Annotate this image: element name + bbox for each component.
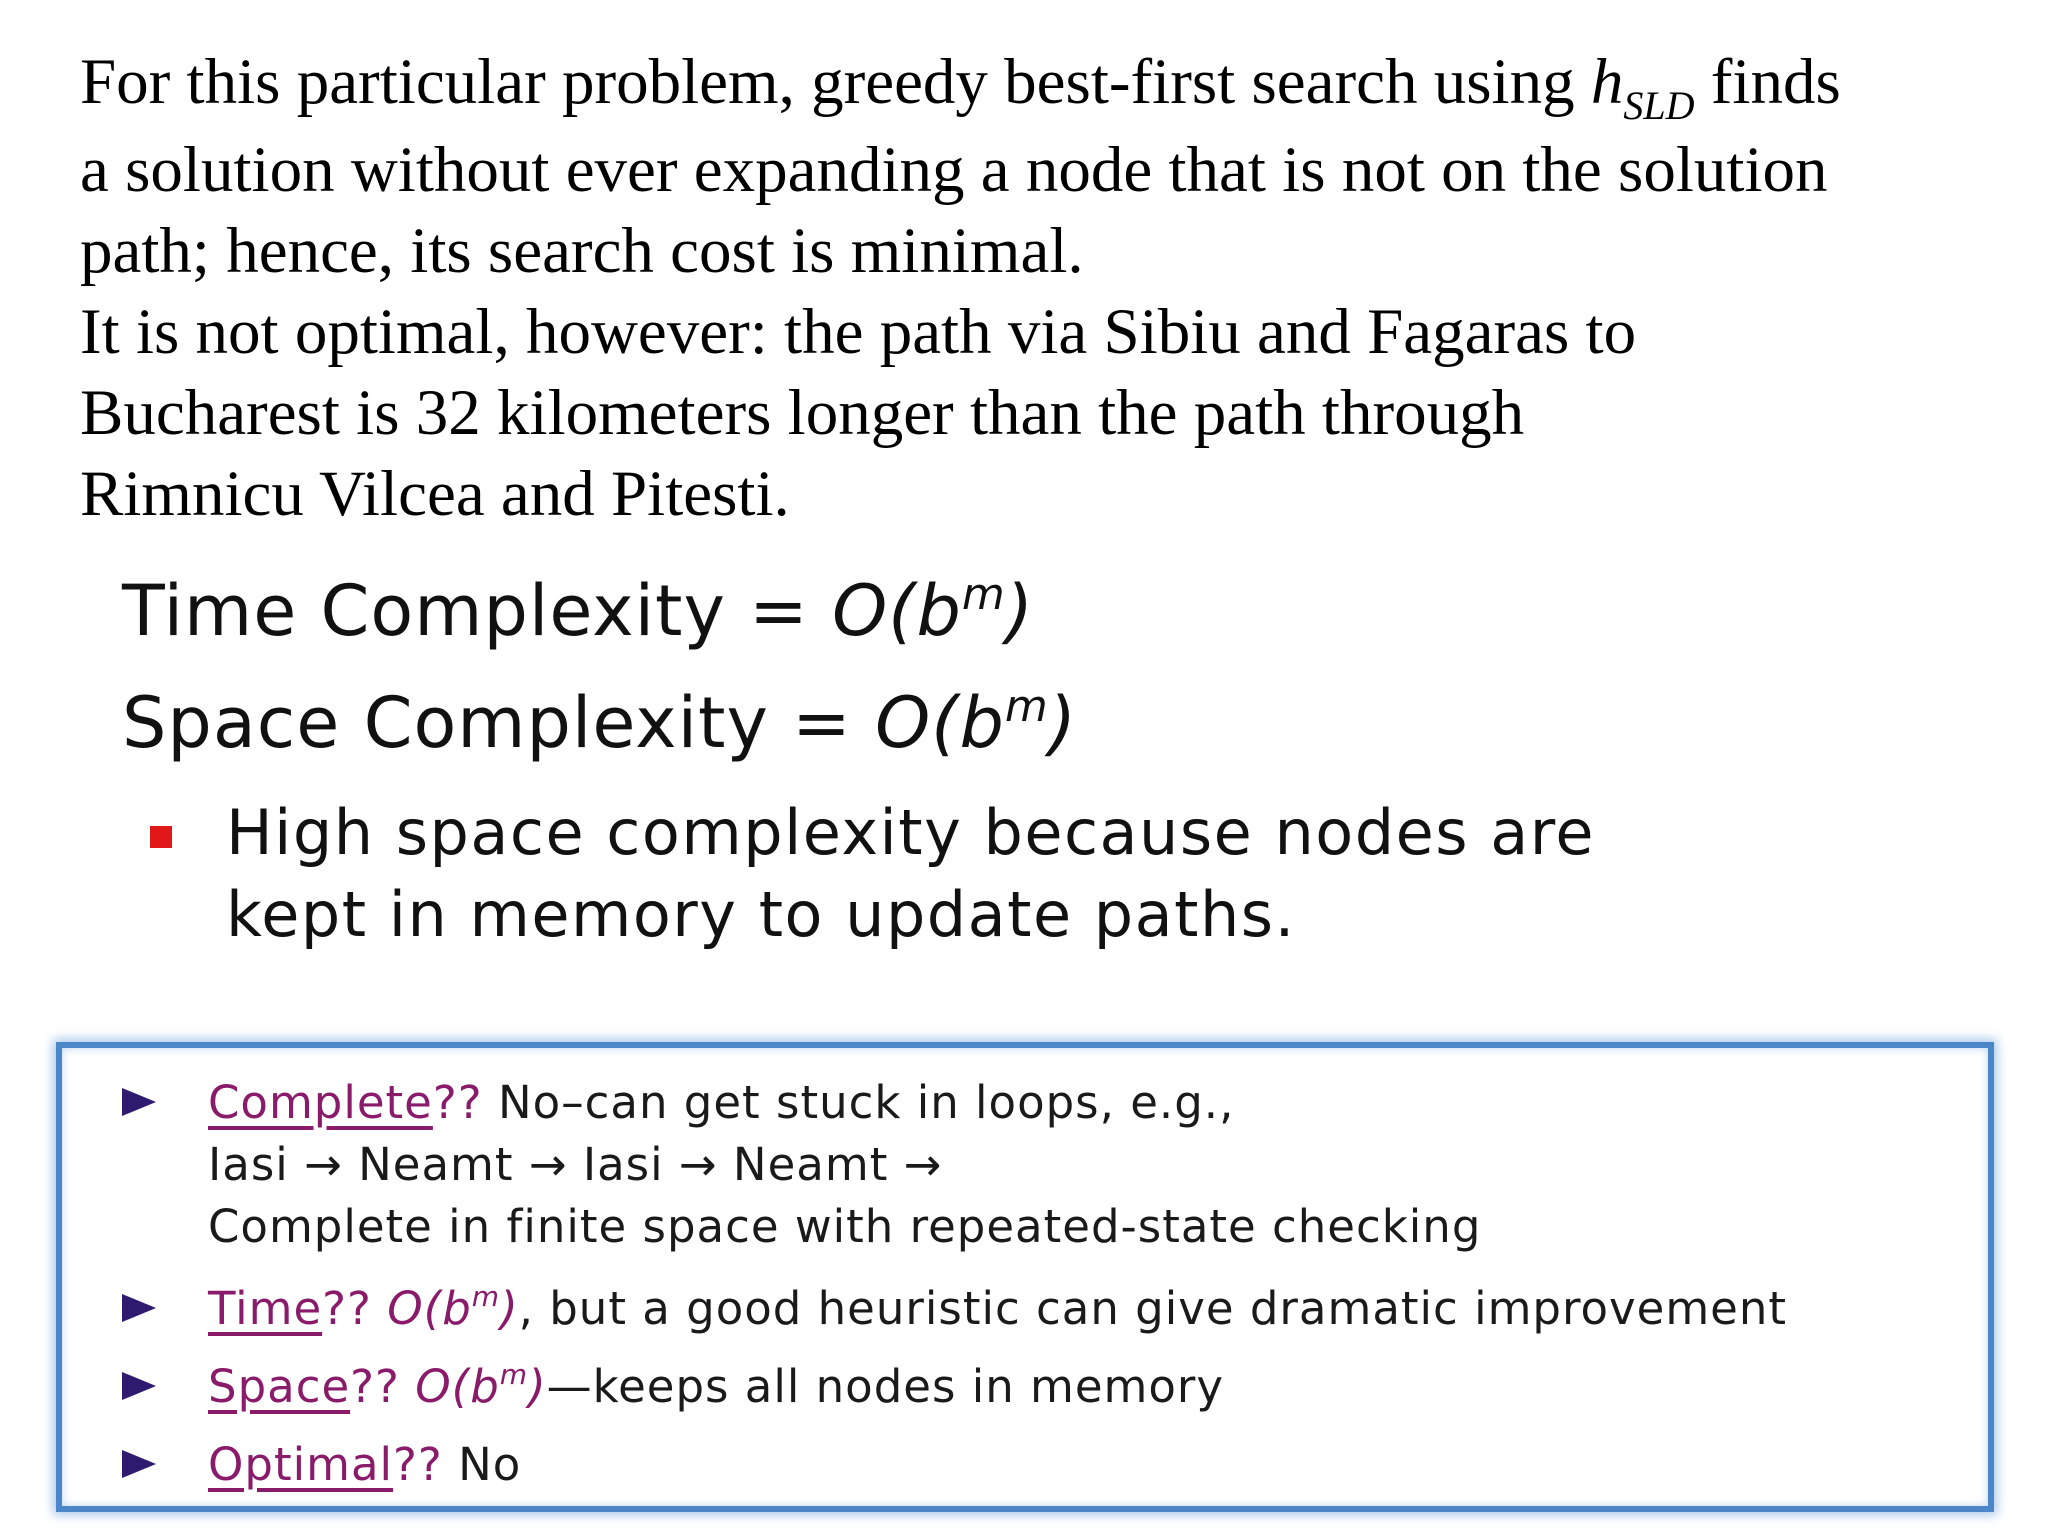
intro-line-6: Rimnicu Vilcea and Pitesti. xyxy=(80,458,790,530)
time-formula-exponent: m xyxy=(961,569,1006,620)
triangle-bullet-icon xyxy=(122,1088,156,1116)
space-formula-close: ) xyxy=(1048,682,1078,764)
intro-line-1 xyxy=(80,42,2020,130)
space-formula-base: O(b xyxy=(875,682,1005,764)
note-line-2: kept in memory to update paths. xyxy=(226,878,1296,951)
time-term: Time xyxy=(208,1282,323,1335)
time-answer: , but a good heuristic can give dramatic improvement xyxy=(518,1282,1788,1335)
triangle-bullet-icon xyxy=(122,1372,156,1400)
space-complexity-row xyxy=(122,682,1077,764)
optimal-term: Optimal xyxy=(208,1438,394,1491)
time-formula-base: O(b xyxy=(832,570,962,652)
space-complexity-note-text xyxy=(226,792,1986,956)
complete-qmarks: ?? xyxy=(432,1076,483,1129)
space-line xyxy=(208,1356,1988,1418)
complete-loop-example: Iasi → Neamt → Iasi → Neamt → xyxy=(208,1138,943,1191)
intro-paragraph xyxy=(80,42,2020,535)
space-order-base: O(b xyxy=(399,1360,500,1413)
time-order-close: ) xyxy=(500,1282,519,1335)
space-answer: —keeps all nodes in memory xyxy=(546,1360,1225,1413)
time-order-base: O(b xyxy=(371,1282,472,1335)
complete-answer: No–can get stuck in loops, e.g., xyxy=(482,1076,1235,1129)
intro-line-5: Bucharest is 32 kilometers longer than the path through xyxy=(80,377,1525,449)
time-complexity-formula xyxy=(832,570,1034,652)
space-order-formula xyxy=(400,1360,547,1413)
triangle-bullet-icon xyxy=(122,1294,156,1322)
complete-note: Complete in finite space with repeated-state checking xyxy=(208,1200,1482,1253)
intro-line-1-end: finds xyxy=(1694,46,1841,118)
h-symbol: h xyxy=(1590,46,1624,118)
time-order-exponent: m xyxy=(471,1280,501,1313)
property-time-body xyxy=(208,1278,1988,1340)
property-optimal-body xyxy=(208,1434,1988,1496)
optimal-answer: No xyxy=(442,1438,522,1491)
time-complexity-row xyxy=(122,570,1034,652)
space-complexity-formula xyxy=(875,682,1077,764)
property-space-body xyxy=(208,1356,1988,1418)
intro-line-1-start: For this particular problem, greedy best-first search using xyxy=(80,46,1591,118)
intro-line-3: path; hence, its search cost is minimal. xyxy=(80,215,1084,287)
time-line xyxy=(208,1278,1988,1340)
space-order-exponent: m xyxy=(499,1358,529,1391)
space-complexity-label: Space Complexity = xyxy=(122,682,876,764)
time-formula-close: ) xyxy=(1005,570,1035,652)
space-qmarks: ?? xyxy=(350,1360,400,1413)
red-square-bullet-icon xyxy=(150,826,172,848)
intro-line-2: a solution without ever expanding a node that is not on the solution xyxy=(80,134,1828,206)
complete-term: Complete xyxy=(208,1076,433,1129)
triangle-bullet-icon xyxy=(122,1450,156,1478)
time-order-formula xyxy=(372,1282,519,1335)
h-sld-symbol xyxy=(1590,46,1695,128)
time-qmarks: ?? xyxy=(322,1282,372,1335)
optimal-line xyxy=(208,1434,1988,1496)
intro-line-4: It is not optimal, however: the path via Sibiu and Fagaras to xyxy=(80,296,1637,368)
space-term: Space xyxy=(208,1360,351,1413)
note-line-1: High space complexity because nodes are xyxy=(226,796,1596,869)
property-complete-body xyxy=(208,1072,1988,1258)
optimal-qmarks: ?? xyxy=(393,1438,443,1491)
complete-line-1 xyxy=(208,1072,1988,1134)
h-subscript: SLD xyxy=(1623,83,1695,128)
space-formula-exponent: m xyxy=(1004,681,1049,732)
time-complexity-label: Time Complexity = xyxy=(122,570,833,652)
space-order-close: ) xyxy=(528,1360,547,1413)
properties-box xyxy=(56,1042,1994,1512)
